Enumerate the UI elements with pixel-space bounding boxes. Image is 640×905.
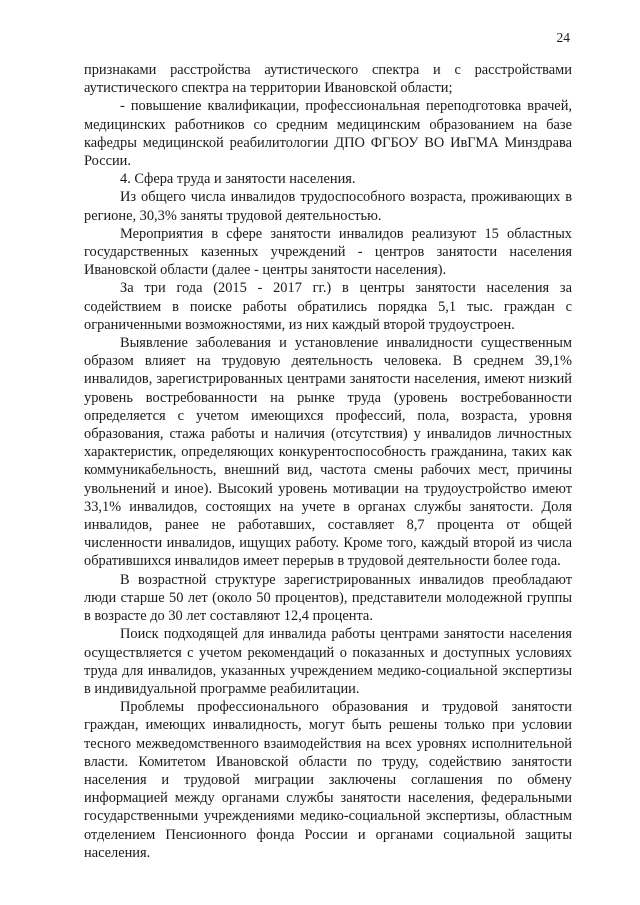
- paragraph: Выявление заболевания и установление инвалидности существенным образом влияет на трудовую деятельность человека. В среднем 39,1% инвалидов, зарегистрированных центрами занятости населения, имеют низкий уровень востребованности на рынке труда (уровень востребованности определяется с учетом имеющихся профессий, пола, возраста, уровня образования, стажа работы и наличия (отсутствия) у инвалидов личностных характеристик, определяющих конкурентоспособность гражданина, таких как коммуникабельность, внешний вид, частота смены рабочих мест, причины увольнений и иное). Высокий уровень мотивации на трудоустройство имеют 33,1% инвалидов, состоящих на учете в органах службы занятости. Доля инвалидов, ранее не работавших, составляет 8,7 процента от общей численности инвалидов, ищущих работу. Кроме того, каждый второй из числа обратившихся инвалидов имеет перерыв в трудовой деятельности более года.: [84, 335, 572, 570]
- paragraph: Из общего числа инвалидов трудоспособного возраста, проживающих в регионе, 30,3% заняты трудовой деятельностью.: [84, 189, 572, 224]
- paragraph: - повышение квалификации, профессиональная переподготовка врачей, медицинских работников со средним медицинским образованием на базе кафедры медицинской реабилитологии ДПО ФГБОУ ВО ИвГМА Минздрава России.: [84, 98, 572, 170]
- paragraph: Мероприятия в сфере занятости инвалидов реализуют 15 областных государственных казенных учреждений - центров занятости населения Ивановской области (далее - центры занятости населения).: [84, 225, 572, 279]
- paragraph: Поиск подходящей для инвалида работы центрами занятости населения осуществляется с учетом рекомендаций о показанных и доступных условиях труда для инвалидов, указанных учреждением медико-социальной экспертизы в индивидуальной программе реабилитации.: [84, 626, 572, 697]
- paragraph: В возрастной структуре зарегистрированных инвалидов преобладают люди старше 50 лет (около 50 процентов), представители молодежной группы в возрасте до 30 лет составляют 12,4 процента.: [84, 571, 572, 625]
- paragraph: признаками расстройства аутистического спектра и с расстройствами аутистического спектра на территории Ивановской области;: [84, 62, 572, 97]
- document-body: [84, 61, 572, 862]
- section-heading: 4. Сфера труда и занятости населения.: [120, 171, 356, 188]
- paragraph: За три года (2015 - 2017 гг.) в центры занятости населения за содействием в поиске работы обратились порядка 5,1 тыс. граждан с ограниченными возможностями, из них каждый второй трудоустроен.: [84, 280, 572, 333]
- page-number: 24: [556, 30, 570, 45]
- paragraph: Проблемы профессионального образования и трудовой занятости граждан, имеющих инвалидность, могут быть решены только при условии тесного межведомственного взаимодействия на всех уровнях исполнительной власти. Комитетом Ивановской области по труду, содействию занятости населения и трудовой миграции заключены соглашения по обмену информацией между органами службы занятости населения, федеральными государственными учреждениями медико-социальной экспертизы, областным отделением Пенсионного фонда России и органами социальной защиты населения.: [84, 699, 572, 861]
